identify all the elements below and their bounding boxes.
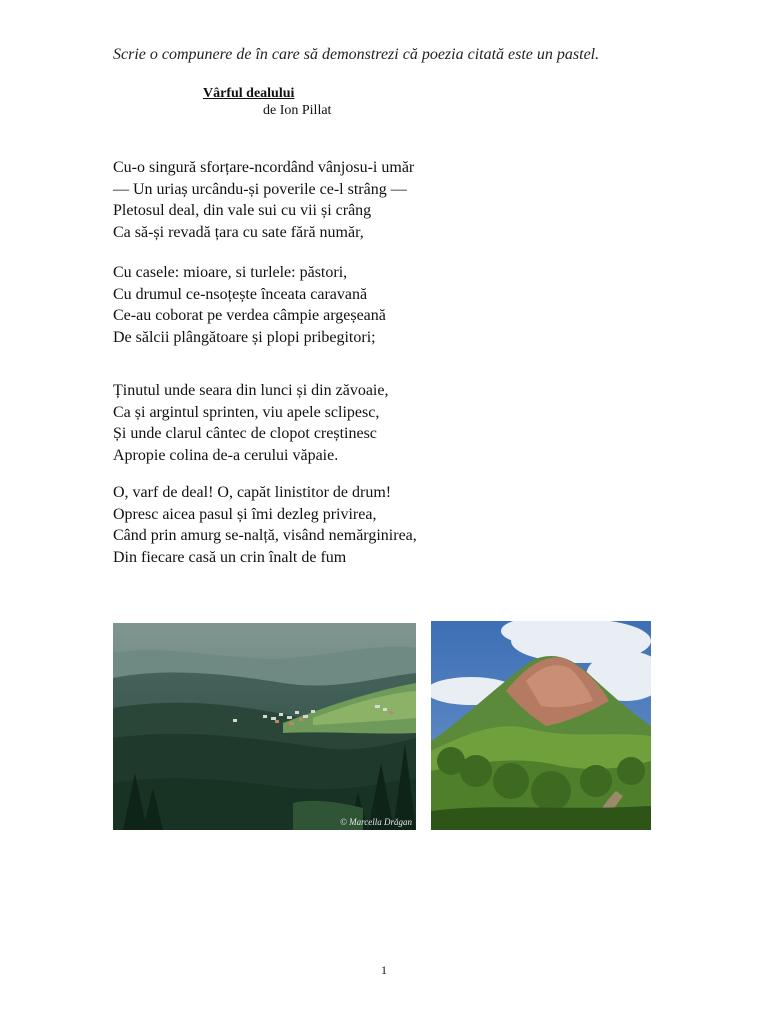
poem-line: — Un uriaș urcându-și poverile ce-l strâng — xyxy=(113,180,407,198)
poem-stanza-3 xyxy=(113,380,388,466)
poem-line: De sălcii plângătoare și plopi pribegitori; xyxy=(113,328,376,346)
poem-line: Pletosul deal, din vale sui cu vii și crâng xyxy=(113,202,372,219)
poem-line: Cu casele: mioare, si turlele: păstori, xyxy=(113,264,348,281)
poem-line: Din fiecare casă un crin înalt de fum xyxy=(113,548,347,566)
valley-village-photo xyxy=(113,623,416,830)
poem-line: Ca să-și revadă țara cu sate fără număr, xyxy=(113,223,364,241)
assignment-instruction: Scrie o compunere de în care să demonstrezi că poezia citată este un pastel. xyxy=(113,46,600,63)
poem-line: Și unde clarul cântec de clopot creștinesc xyxy=(113,425,377,442)
poem-stanza-4 xyxy=(113,482,417,568)
poem-line: Ca și argintul sprinten, viu apele sclipesc, xyxy=(113,403,380,421)
poem-line: O, varf de deal! O, capăt linistitor de drum! xyxy=(113,484,392,501)
page-number: 1 xyxy=(381,963,387,977)
poem-line: Cu drumul ce-nsoțește înceata caravană xyxy=(113,285,368,303)
poem-line: Când prin amurg se-nalță, visând nemărginirea, xyxy=(113,527,417,544)
poem-stanza-2 xyxy=(113,262,386,348)
poem-title: Vârful dealului xyxy=(203,86,295,101)
poem-line: Cu-o singură sforțare-ncordând vânjosu-i umăr xyxy=(113,159,415,176)
poem-line: Ținutul unde seara din lunci și din zăvoaie, xyxy=(113,382,389,399)
poem-stanza-1 xyxy=(113,157,414,243)
mountain-peak-photo xyxy=(431,621,651,830)
photo-credit: © Marcella Drăgan xyxy=(340,817,412,827)
poem-line: Opresc aicea pasul și îmi dezleg privirea, xyxy=(113,505,377,523)
poem-line: Apropie colina de-a cerului văpaie. xyxy=(113,446,339,464)
poem-author: de Ion Pillat xyxy=(263,103,332,118)
poem-line: Ce-au coborat pe verdea câmpie argeșeană xyxy=(113,307,386,324)
